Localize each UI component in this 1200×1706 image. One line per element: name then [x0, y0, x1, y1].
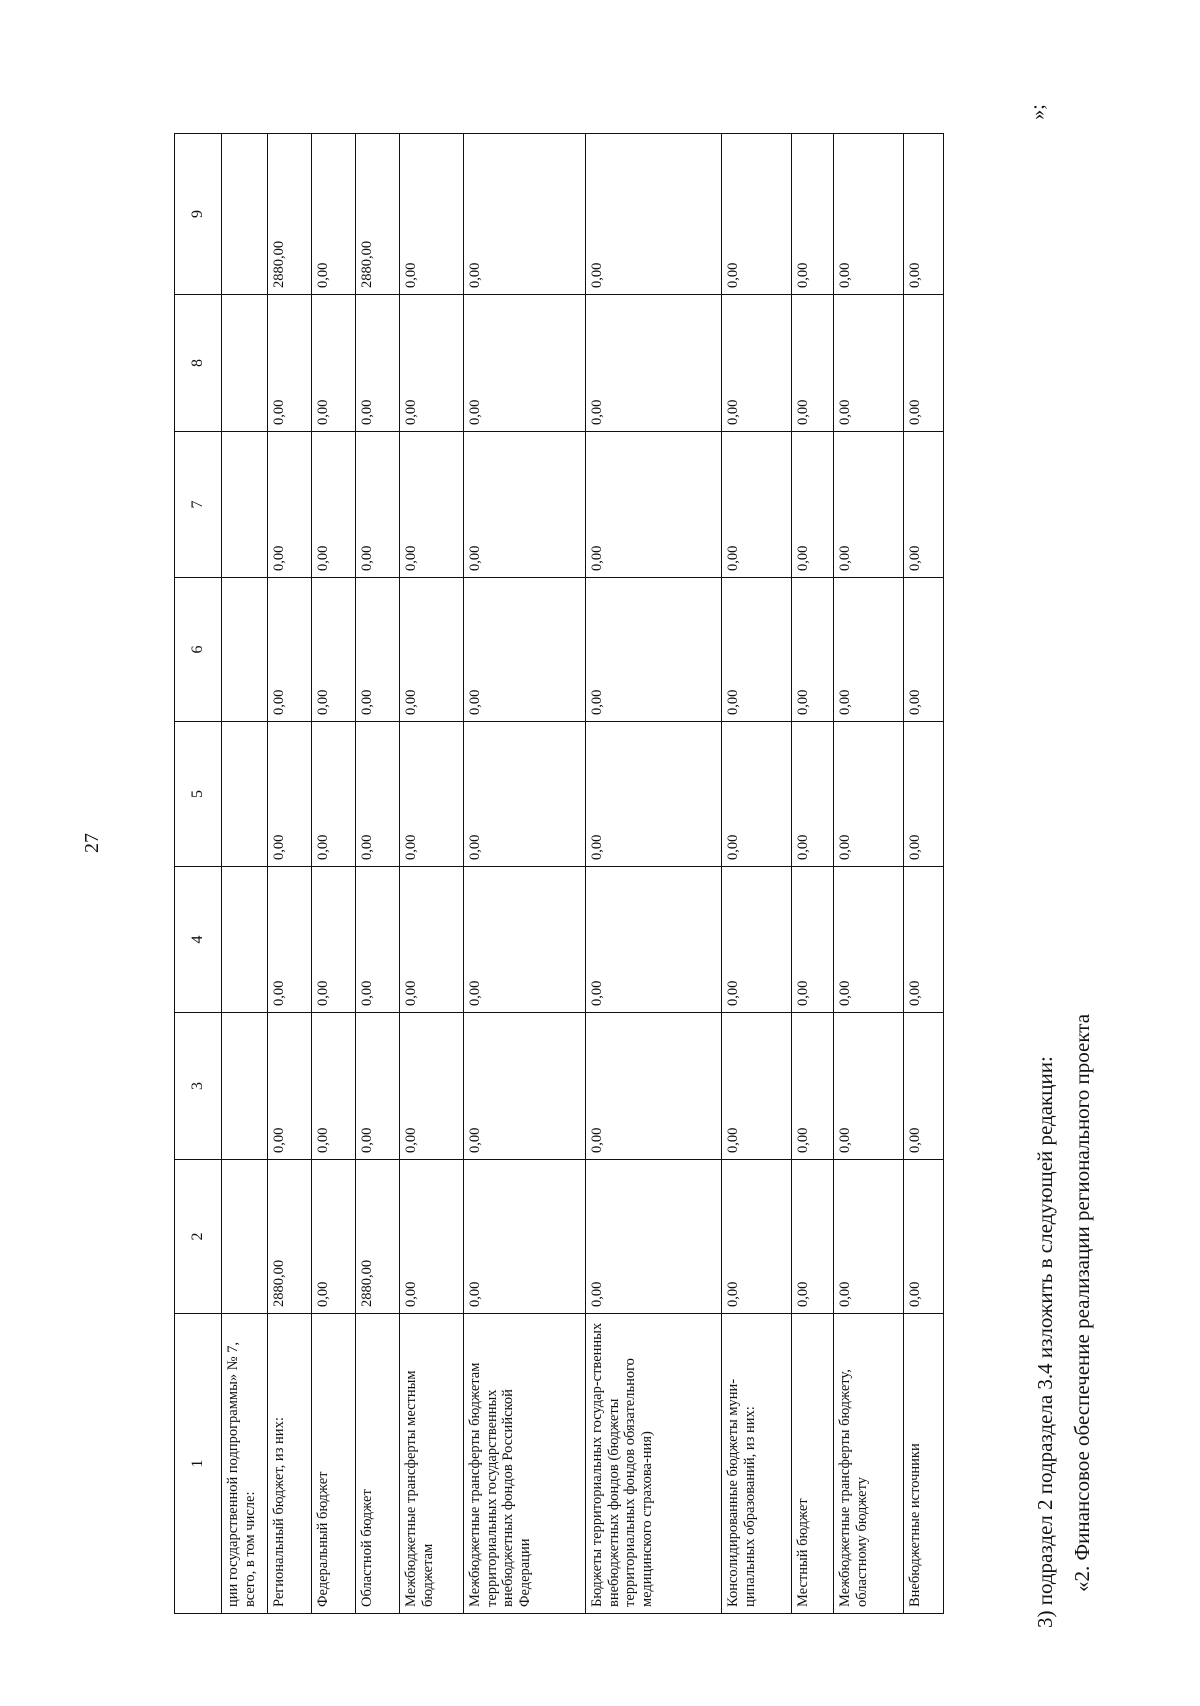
table-cell	[222, 722, 268, 867]
table-cell: 0,00	[904, 722, 944, 867]
table-cell: 0,00	[356, 867, 400, 1013]
table-cell: 0,00	[792, 134, 834, 295]
table-cell: 0,00	[722, 1013, 792, 1160]
column-header: 9	[175, 134, 222, 295]
table-cell: 0,00	[356, 432, 400, 578]
table-cell: 0,00	[722, 432, 792, 578]
row-label: Бюджеты территориальных государ-ственных внебюджетных фондов (бюджеты территориальных фондов обязательного медицинского страхова-ния)	[586, 1314, 722, 1614]
table-cell: 0,00	[834, 722, 904, 867]
table-cell: 0,00	[268, 295, 312, 432]
table-cell: 0,00	[400, 295, 464, 432]
table-cell: 2880,00	[268, 134, 312, 295]
table-cell: 0,00	[834, 867, 904, 1013]
table-cell: 0,00	[586, 867, 722, 1013]
table-cell: 0,00	[268, 578, 312, 722]
page-number: 27	[80, 833, 103, 853]
table-cell: 0,00	[312, 134, 356, 295]
table-cell: 0,00	[400, 134, 464, 295]
row-label: ции государственной подпрограммы» № 7, всего, в том числе:	[222, 1314, 268, 1614]
table-cell: 0,00	[904, 578, 944, 722]
table-cell	[222, 1013, 268, 1160]
table-header-row	[175, 134, 222, 1614]
table-cell: 0,00	[400, 1013, 464, 1160]
table-cell: 0,00	[904, 867, 944, 1013]
table-cell: 0,00	[586, 1013, 722, 1160]
row-label: Местный бюджет	[792, 1314, 834, 1614]
table-cell: 0,00	[792, 295, 834, 432]
table-row	[586, 134, 722, 1614]
table-cell: 0,00	[722, 134, 792, 295]
table-cell: 0,00	[312, 867, 356, 1013]
column-header: 2	[175, 1160, 222, 1314]
row-label: Федеральный бюджет	[312, 1314, 356, 1614]
table-cell: 0,00	[312, 722, 356, 867]
table-cell: 0,00	[464, 722, 586, 867]
table-body	[222, 134, 944, 1614]
table-row	[312, 134, 356, 1614]
table-cell: 0,00	[312, 1013, 356, 1160]
table-cell	[222, 1160, 268, 1314]
table-cell: 0,00	[464, 867, 586, 1013]
finance-table	[174, 133, 944, 1614]
column-header: 8	[175, 295, 222, 432]
table-cell: 0,00	[268, 1013, 312, 1160]
table-cell: 0,00	[464, 134, 586, 295]
column-header: 5	[175, 722, 222, 867]
table-cell: 0,00	[792, 867, 834, 1013]
table-cell: 0,00	[904, 432, 944, 578]
table-cell: 0,00	[834, 432, 904, 578]
table-cell: 0,00	[400, 432, 464, 578]
table-cell: 0,00	[464, 1013, 586, 1160]
table-cell: 0,00	[356, 722, 400, 867]
table-cell: 0,00	[312, 578, 356, 722]
table-cell: 0,00	[834, 134, 904, 295]
table-cell: 0,00	[586, 432, 722, 578]
column-header: 1	[175, 1314, 222, 1614]
section-title: «2. Финансовое обеспечение реализации регионального проекта	[1070, 1013, 1094, 1592]
table-cell	[222, 432, 268, 578]
table-cell: 0,00	[268, 722, 312, 867]
row-label: Межбюджетные трансферты бюджету, областному бюджету	[834, 1314, 904, 1614]
row-label: Внебюджетные источники	[904, 1314, 944, 1614]
table-cell: 0,00	[834, 295, 904, 432]
table-cell	[222, 295, 268, 432]
table-cell: 0,00	[312, 432, 356, 578]
table-cell: 0,00	[464, 432, 586, 578]
table-cell: 0,00	[722, 295, 792, 432]
table-cell: 0,00	[312, 295, 356, 432]
table-cell: 0,00	[464, 1160, 586, 1314]
table-cell: 0,00	[400, 1160, 464, 1314]
table-cell: 0,00	[586, 578, 722, 722]
row-label: Региональный бюджет, из них:	[268, 1314, 312, 1614]
closing-quote-mark: »;	[1026, 104, 1049, 120]
table-row	[400, 134, 464, 1614]
table-cell: 2880,00	[356, 1160, 400, 1314]
table-cell: 0,00	[356, 295, 400, 432]
table-cell: 0,00	[356, 578, 400, 722]
table-cell	[222, 134, 268, 295]
table-cell: 0,00	[400, 722, 464, 867]
table-cell: 0,00	[722, 867, 792, 1013]
row-label: Межбюджетные трансферты бюджетам территориальных государственных внебюджетных фондов Российской Федерации	[464, 1314, 586, 1614]
column-header: 7	[175, 432, 222, 578]
table-row	[722, 134, 792, 1614]
table-row	[904, 134, 944, 1614]
table-cell: 0,00	[722, 578, 792, 722]
table-row	[464, 134, 586, 1614]
table-cell: 0,00	[586, 1160, 722, 1314]
table-cell: 0,00	[834, 1013, 904, 1160]
table-cell: 0,00	[400, 578, 464, 722]
table-cell: 0,00	[792, 1013, 834, 1160]
column-header: 4	[175, 867, 222, 1013]
table-cell: 0,00	[904, 295, 944, 432]
table-row	[222, 134, 268, 1614]
table-cell: 0,00	[356, 1013, 400, 1160]
row-label: Консолидированные бюджеты муни-ципальных образований, из них:	[722, 1314, 792, 1614]
table-row	[356, 134, 400, 1614]
table-cell: 0,00	[268, 432, 312, 578]
row-label: Межбюджетные трансферты местным бюджетам	[400, 1314, 464, 1614]
row-label: Областной бюджет	[356, 1314, 400, 1614]
table-cell: 2880,00	[356, 134, 400, 295]
table-cell: 0,00	[586, 295, 722, 432]
table-row	[834, 134, 904, 1614]
table-cell: 0,00	[834, 1160, 904, 1314]
table-cell: 0,00	[792, 722, 834, 867]
column-header: 3	[175, 1013, 222, 1160]
table-cell: 0,00	[904, 1160, 944, 1314]
table-cell: 0,00	[792, 578, 834, 722]
table-cell: 0,00	[904, 1013, 944, 1160]
table-cell: 0,00	[268, 867, 312, 1013]
table-cell: 0,00	[586, 134, 722, 295]
table-cell: 0,00	[722, 722, 792, 867]
table-cell: 0,00	[400, 867, 464, 1013]
table-cell: 0,00	[722, 1160, 792, 1314]
table-cell: 0,00	[586, 722, 722, 867]
table-cell: 0,00	[312, 1160, 356, 1314]
table-cell: 0,00	[904, 134, 944, 295]
table-cell: 0,00	[792, 432, 834, 578]
table-cell: 0,00	[834, 578, 904, 722]
amendment-instruction: 3) подраздел 2 подраздела 3.4 изложить в следующей редакции:	[1033, 1056, 1057, 1628]
column-header: 6	[175, 578, 222, 722]
table-cell	[222, 578, 268, 722]
table-cell: 0,00	[464, 295, 586, 432]
table-cell	[222, 867, 268, 1013]
table-row	[792, 134, 834, 1614]
table-cell: 0,00	[464, 578, 586, 722]
table-cell: 2880,00	[268, 1160, 312, 1314]
table-cell: 0,00	[792, 1160, 834, 1314]
table-row	[268, 134, 312, 1614]
